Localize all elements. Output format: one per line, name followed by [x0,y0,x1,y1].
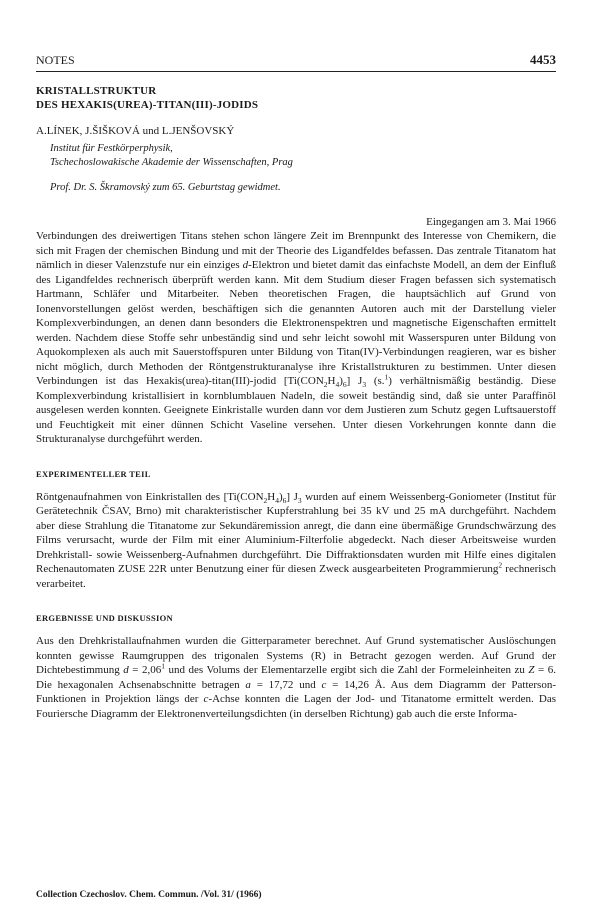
section-heading-results: ERGEBNISSE UND DISKUSSION [36,613,173,623]
text-run: H [327,375,336,387]
text-run: ] J [346,375,363,387]
title-line-2: DES HEXAKIS(UREA)-TITAN(III)-JODIDS [36,99,259,111]
reference-mark: 1 [384,372,389,382]
text-run: H [267,490,276,503]
text-run: Verbindungen des dreiwertigen Titans stehen schon längere Zeit im Brennpunkt des Interesse von Chemikern, die sich mit Fragen der chemischen Bindung und mit der Theorie des Ligandfeldes befassen. Das zentrale Titanatom hat nämlich in dieser Valenzstufe nur ein einziges [36,230,556,271]
text-run: -Elektron und bietet damit das einfachste Modell, an dem der Einfluß des Ligandfeldes rechnerisch überprüft werden kann. Mit dem Studium dieser Fragen befassen sich systematisch Hartmann, Schläfer und Mitarbeiter. Neben theoretischen Fragen, die hauptsächlich auf Grund von Ionenvorstellungen gelöst werden, beschäftigen sich die genannten Autoren auch mit der Darstellung vieler Komplexverbindungen, an denen dann besonders die Elektronenspektren und magnetische Eigenschaften ermittelt werden. Nachdem diese Stoffe sehr unbeständig sind und sehr leicht sowohl mit Wasserspuren unter Bildung von Aquokomplexen als auch mit Sauerstoffspuren unter Bildung von Titan(IV)-Verbindungen reagieren, war es bisher nicht möglich, durch Methoden der Röntgenstrukturanalyse ihre Kristallstrukturen zu bestimmen. Unter diesen Verbindungen ist das Hexakis(urea)-titan(III)-jodid [Ti(CON [36,259,556,387]
received-date: Eingegangen am 3. Mai 1966 [426,216,556,228]
d-symbol: d [242,259,249,271]
title-line-1: KRISTALLSTRUKTUR [36,85,157,97]
journal-page [36,52,556,721]
results-paragraph [36,634,556,721]
dedication: Prof. Dr. S. Škramovský zum 65. Geburtstag gewidmet. [50,182,281,193]
text-run: ) verhältnismäßig beständig. Diese Komplexverbindung kristallisiert in kornblumblauen Nadeln, die soweit beständig sind, daß sie unter Paraffinöl ausgelesen werden konnten. Geeignete Einkristalle wurden dann vor dem Justieren zum Schutz gegen Luftsauerstoff und Feuchtigkeit mit einer dünnen Schicht Vaseline versehen. Unter diesen Vorkehrungen konnte dann die Strukturanalyse durchgeführt werden. [36,375,556,445]
subscript: 3 [362,380,367,390]
text-run: = 2,06 [128,664,162,676]
text-run: ) [339,375,343,387]
a-symbol: a [245,678,251,691]
reference-mark: 1 [161,661,165,671]
text-run: = 6. Die hexagonalen Achsenabschnitte betragen [36,664,556,691]
intro-paragraph [36,229,556,447]
text-run: Röntgenaufnahmen von Einkristallen des [Ti(CON [36,490,264,503]
text-run: Aus den Drehkristallaufnahmen wurden die Gitterparameter berechnet. Auf Grund systematischer Auslöschungen konnten gewisse Raumgruppen des trigonalen Systems (R) in Betracht gezogen werden. Auf Grund der Dichtebestimmung [36,635,556,676]
c-symbol: c [203,693,209,705]
section-heading-experimental: EXPERIMENTELLER TEIL [36,468,151,479]
experimental-paragraph [36,490,556,592]
text-run: -Achse konnten die Lagen der Jod- und Titanatome ermittelt werden. Das Fouriersche Diagramm der Elektronenverteilungsdichten (in derselben Richtung) gab auch die erste Informa- [36,693,556,720]
journal-footer: Collection Czechoslov. Chem. Commun. /Vol. 31/ (1966) [36,890,262,900]
affiliation [50,142,556,170]
affiliation-line-1: Institut für Festkörperphysik, [50,143,173,154]
subscript: 6 [342,380,347,390]
subscript: 2 [323,380,328,390]
text-run: wurden auf einem Weissenberg-Goniometer (Institut für Gerätetechnik ČSAV, Brno) mit charakteristischer Kupferstrahlung bei 35 kV und 25 mA durchgeführt. Nachdem aber diese Strahlung die Titanatome zur Sekundäremission anregt, die dann eine übermäßige Grundschwärzung des Films verursacht, wurde der Film mit einer Aluminium-Filterfolie abgedeckt. Nach dieser Arbeitsweise wurden Drehkristall- sowie Weissenberg-Aufnahmen durchgeführt. Die Diffraktionsdaten wurden mit Hilfe eines digitalen Rechenautomaten ZUSE 22R unter Benutzung einer für diesen Zweck ausgearbeiteten Programmierung [36,490,556,575]
text-run: und des Volums der Elementarzelle ergibt sich die Zahl der Formeleinheiten zu [164,664,529,676]
text-run: = 17,72 und [250,678,322,691]
text-run: ) [278,490,283,503]
subscript: 3 [297,495,302,505]
text-run: (s. [366,375,385,387]
text-run: ] J [286,490,298,503]
authors: A.LÍNEK, J.ŠIŠKOVÁ und L.JENŠOVSKÝ [36,125,235,137]
affiliation-line-2: Tschechoslowakische Akademie der Wissenschaften, Prag [50,157,293,168]
text-run: = 14,26 Å. Aus dem Diagramm der Patterson-Funktionen in Projektion längs der [36,678,556,705]
subscript: 2 [263,495,268,505]
running-header [36,52,556,72]
section-label: NOTES [36,53,75,67]
subscript: 4 [335,380,340,390]
subscript: 4 [275,495,279,505]
subscript: 6 [282,495,287,505]
article-title [36,84,556,112]
z-symbol: Z [528,664,535,676]
text-run: rechnerisch verarbeitet. [36,563,556,590]
page-number: 4453 [530,52,556,67]
c-symbol: c [321,678,327,691]
d-symbol: d [123,664,129,676]
reference-mark: 2 [498,560,503,570]
